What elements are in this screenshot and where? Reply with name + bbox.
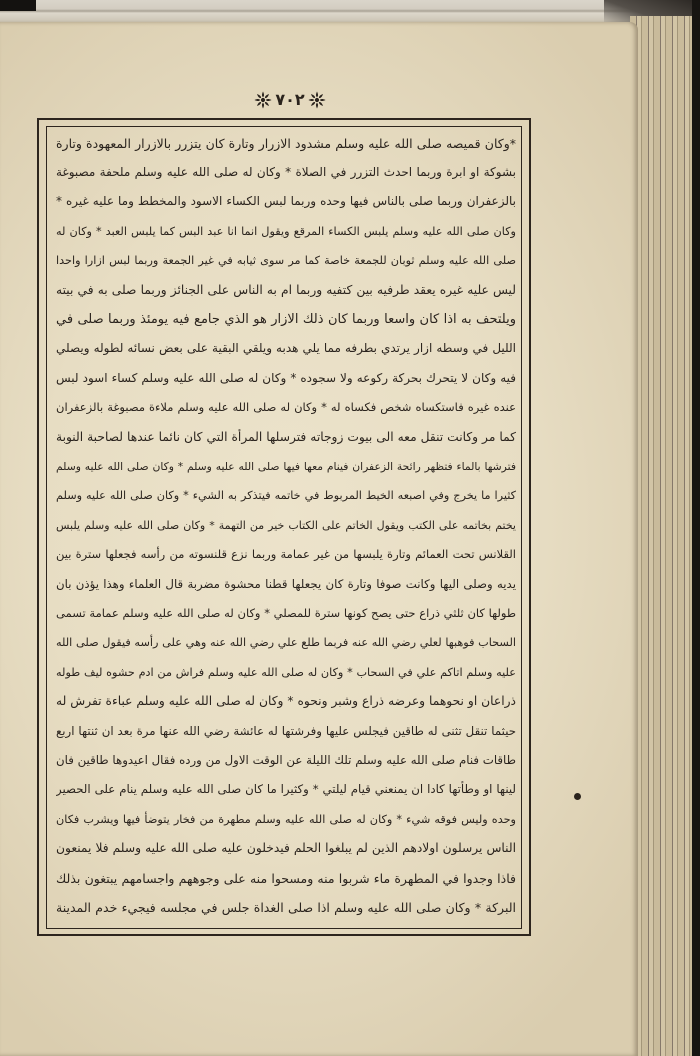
text-line: فاذا وجدوا في المطهرة ماء شربوا منه ومسحوا منه على وجوههم واجسامهم يبتغون بذلك xyxy=(56,870,516,886)
text-line: يختم بخاتمه على الكتب ويقول الخاتم على الكتاب خير من التهمة * وكان صلى الله عليه وسلم يلبس xyxy=(56,518,516,532)
flourish-icon xyxy=(254,91,272,109)
scan-background-edge xyxy=(692,0,700,1056)
text-line: كما مر وكانت تنقل معه الى بيوت زوجاته فترسلها المرأة التي كان نائما عندها لصاحبة النوبة xyxy=(56,429,516,444)
text-line: الناس يرسلون اولادهم الذين لم يبلغوا الحلم فيدخلون عليه صلى الله عليه وسلم فلا يمنعون xyxy=(56,841,516,856)
text-line: فيه وكان لا يتحرك بحركة ركوعه ولا سجوده * وكان له صلى الله عليه وسلم كساء اسود لبس xyxy=(56,370,516,385)
text-line: يديه وصلى اليها وكانت صوفا وتارة كان يجعلها قطنا محشوة مضربة قال العلماء وهذا يؤذن بان xyxy=(56,576,516,591)
text-line: طولها كان ثلثي ذراع حتى يصح كونها سترة للمصلي * وكان له صلى الله عليه وسلم عمامة تسمى xyxy=(56,606,516,620)
text-line: طاقات فنام صلى الله عليه وسلم تلك الليلة عن الوقت الاول من ورده فقال اعيدوها طاقين فان xyxy=(56,753,516,768)
text-line: صلى الله عليه وسلم ثوبان للجمعة خاصة كما مر سوى ثيابه في غير الجمعة وربما لبس ازارا واحدا xyxy=(56,254,516,268)
text-line: بشوكة او ابرة وربما احدث التزرر في الصلاة * وكان له صلى الله عليه وسلم ملحفة مصبوغة xyxy=(56,164,516,179)
text-line: بالزعفران وربما صلى بالناس فيها وحده وربما لبس الكساء الاسود والمخطط وما عليه غيره * xyxy=(56,194,516,209)
text-line: وكان صلى الله عليه وسلم يلبس الكساء المرقع ويقول انما انا عبد البس كما يلبس العبد * وكان له xyxy=(56,224,516,238)
page-edges-right xyxy=(630,16,692,1056)
text-line: لينها او وطأتها كادا ان يمنعني قيام ليلتي * وكثيرا ما كان صلى الله عليه وسلم ينام على الحصير xyxy=(56,782,516,797)
text-line: ذراعان او نحوهما وعرضه ذراع وشبر ونحوه * وكان له صلى الله عليه وسلم عباءة تفرش له xyxy=(56,694,516,709)
text-line: الليل في وسطه ازار يرتدي بطرفه مما يلي هدبه ويلقي البقية على بعض نسائه لطوله ويصلي xyxy=(56,341,516,356)
text-line: وحده وليس فوقه شيء * وكان له صلى الله عليه وسلم مطهرة من فخار يتوضأ فيها ويشرب فكان xyxy=(56,812,516,826)
text-line: السحاب فوهبها لعلي رضي الله عنه فربما طلع علي رضي الله عنه وهي على رأسه فيقول صلى الله xyxy=(56,636,516,650)
text-line: عليه وسلم اتاكم علي في السحاب * وكان له صلى الله عليه وسلم فراش من ادم حشوه ليف طوله xyxy=(56,665,516,679)
page-number-header xyxy=(235,87,345,113)
ink-spot xyxy=(574,793,581,800)
text-line: *وكان قميصه صلى الله عليه وسلم مشدود الازرار وتارة كان يتزرر بالازرار المعهودة وتارة xyxy=(56,135,516,151)
text-line: القلانس تحت العمائم وتارة يلبسها من غير عمامة وربما نزع قلنسوته من رأسه فجعلها سترة بين xyxy=(56,547,516,562)
text-line: البركة * وكان صلى الله عليه وسلم اذا صلى الغداة جلس في مجلسه فيجيء خدم المدينة xyxy=(56,900,516,916)
text-line: كثيرا ما يخرج وفي اصبعه الخيط المربوط في خاتمه فيتذكر به الشيء * وكان صلى الله عليه وسلم xyxy=(56,489,516,503)
text-line: فترشها بالماء فتظهر رائحة الزعفران فينام معها فيها صلى الله عليه وسلم * وكان صلى الله عليه وسلم xyxy=(56,459,516,473)
text-block xyxy=(56,129,516,923)
flourish-icon xyxy=(308,91,326,109)
text-line: عنده غيره فاستكساه شخص فكساه له * وكان له صلى الله عليه وسلم ملاءة مصبوغة بالزعفران xyxy=(56,400,516,415)
page-number: ٧٠٢ xyxy=(275,90,305,109)
text-line: ليس عليه غيره يعقد طرفيه بين كتفيه وربما ام به الناس على الجنائز وربما صلى به في بيته xyxy=(56,282,516,297)
text-line: حيثما تنقل تثنى له طاقين فيجلس عليها وفرشتها له عائشة رضي الله عنها مرة بعد ان ثنتها اربع xyxy=(56,723,516,738)
text-line: ويلتحف به اذا كان واسعا وربما كان ذلك الازار هو الذي جامع فيه يومئذ وربما صلى في xyxy=(56,311,516,327)
scan-background-corner xyxy=(0,0,36,11)
